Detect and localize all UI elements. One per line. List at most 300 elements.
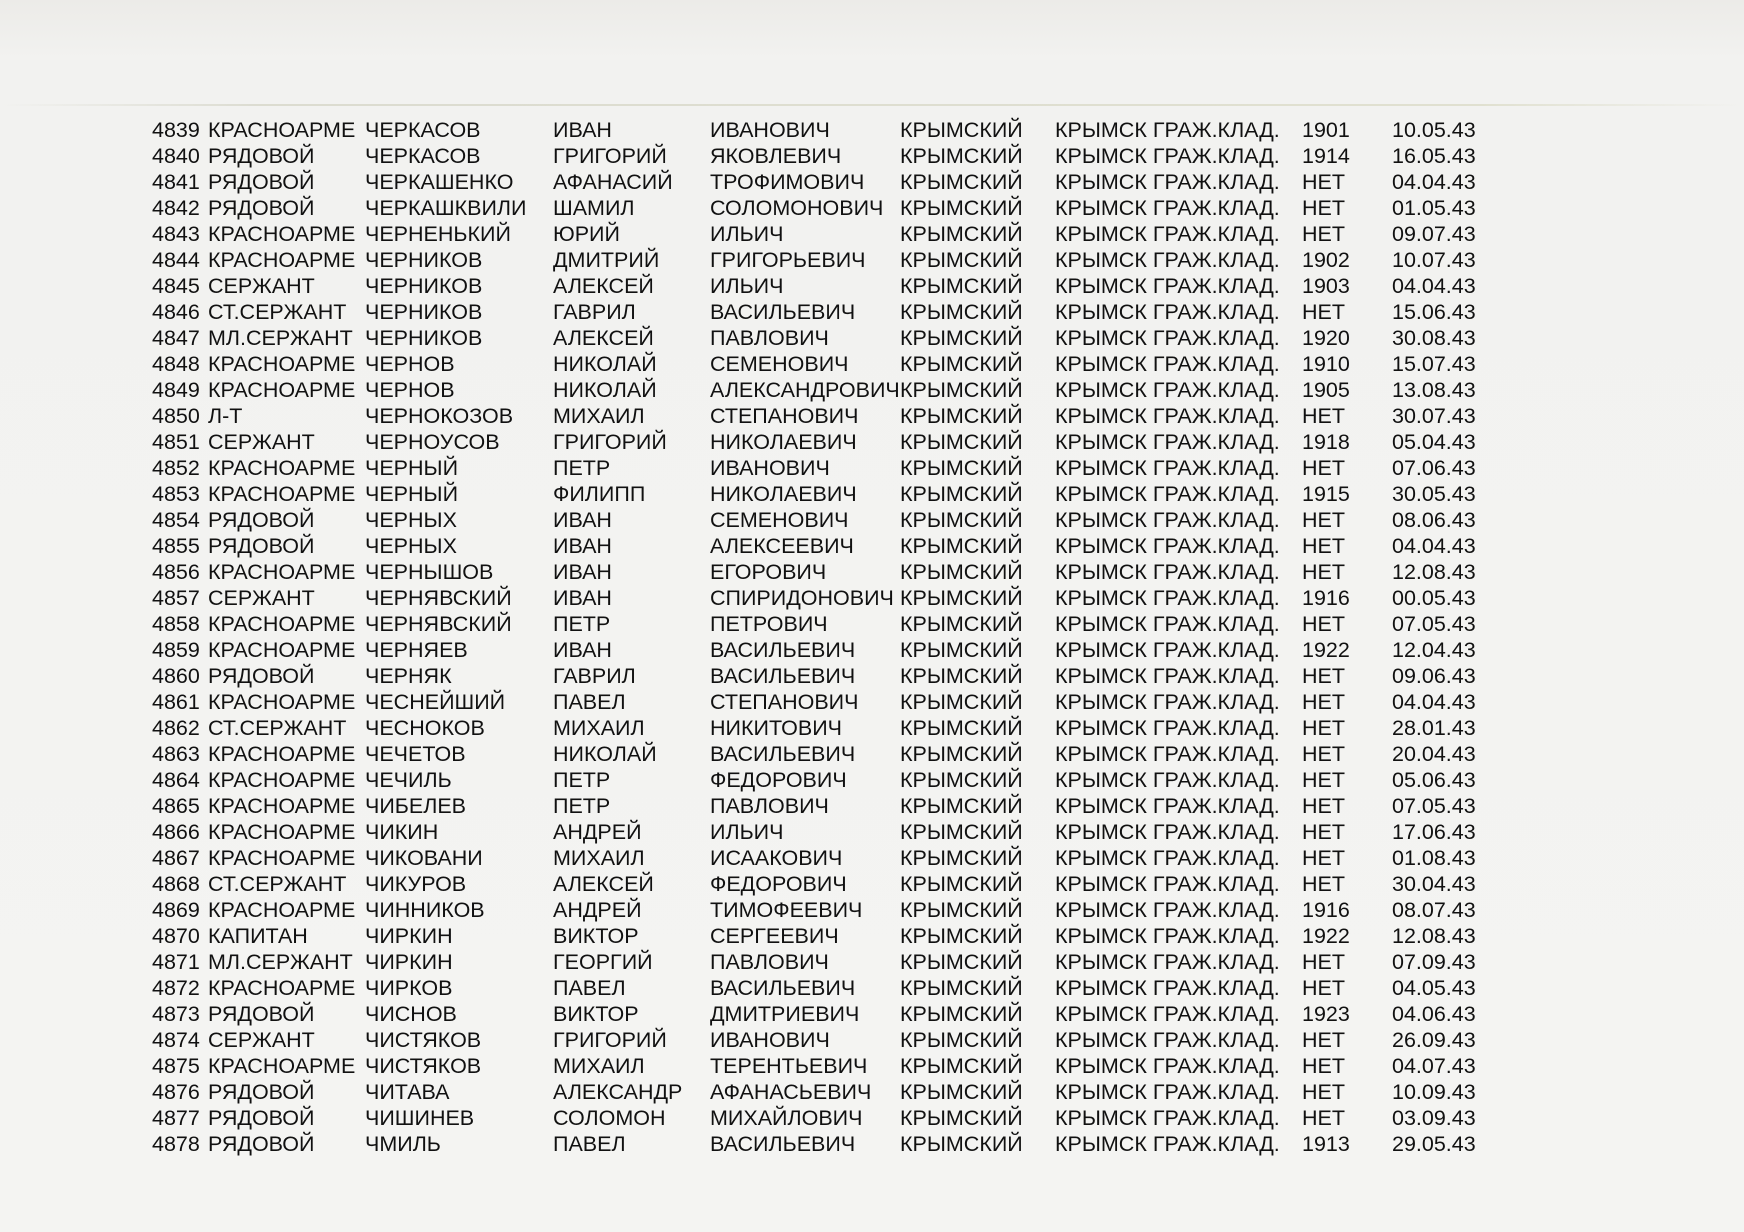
- record-death-date: 01.08.43: [1392, 846, 1476, 870]
- page-fold-line: [0, 104, 1744, 106]
- record-patronymic: СЕМЕНОВИЧ: [710, 352, 849, 376]
- record-last-name: ЧЕРНЫЙ: [365, 482, 459, 506]
- record-number: 4866: [152, 820, 200, 844]
- record-row: [152, 975, 1492, 1001]
- record-patronymic: СПИРИДОНОВИЧ: [710, 586, 894, 610]
- record-last-name: ЧИКУРОВ: [365, 872, 467, 896]
- record-burial-place: КРЫМСК ГРАЖ.КЛАД.: [1055, 534, 1280, 558]
- record-last-name: ЧЕСНЕЙШИЙ: [365, 690, 506, 714]
- record-number: 4872: [152, 976, 200, 1000]
- record-patronymic: ИЛЬИЧ: [710, 222, 784, 246]
- record-birth-year: НЕТ: [1302, 1054, 1345, 1078]
- record-rank: КРАСНОАРМЕ: [208, 794, 356, 818]
- record-burial-place: КРЫМСК ГРАЖ.КЛАД.: [1055, 1106, 1280, 1130]
- record-number: 4870: [152, 924, 200, 948]
- record-death-date: 04.04.43: [1392, 690, 1476, 714]
- record-patronymic: ТРОФИМОВИЧ: [710, 170, 865, 194]
- record-rank: КРАСНОАРМЕ: [208, 612, 356, 636]
- record-last-name: ЧЕРНОВ: [365, 352, 455, 376]
- record-rank: СТ.СЕРЖАНТ: [208, 300, 347, 324]
- record-district: КРЫМСКИЙ: [900, 300, 1023, 324]
- record-birth-year: НЕТ: [1302, 456, 1345, 480]
- record-first-name: ИВАН: [553, 118, 612, 142]
- record-patronymic: ДМИТРИЕВИЧ: [710, 1002, 860, 1026]
- record-death-date: 10.09.43: [1392, 1080, 1476, 1104]
- record-district: КРЫМСКИЙ: [900, 1080, 1023, 1104]
- record-first-name: ГРИГОРИЙ: [553, 144, 667, 168]
- record-last-name: ЧИКОВАНИ: [365, 846, 483, 870]
- record-burial-place: КРЫМСК ГРАЖ.КЛАД.: [1055, 742, 1280, 766]
- record-number: 4851: [152, 430, 200, 454]
- record-row: [152, 663, 1492, 689]
- record-rank: КРАСНОАРМЕ: [208, 820, 356, 844]
- record-row: [152, 897, 1492, 923]
- record-number: 4863: [152, 742, 200, 766]
- record-row: [152, 507, 1492, 533]
- record-burial-place: КРЫМСК ГРАЖ.КЛАД.: [1055, 612, 1280, 636]
- record-number: 4865: [152, 794, 200, 818]
- record-number: 4857: [152, 586, 200, 610]
- record-row: [152, 169, 1492, 195]
- record-patronymic: СОЛОМОНОВИЧ: [710, 196, 884, 220]
- record-death-date: 04.06.43: [1392, 1002, 1476, 1026]
- record-row: [152, 1079, 1492, 1105]
- record-number: 4847: [152, 326, 200, 350]
- record-district: КРЫМСКИЙ: [900, 742, 1023, 766]
- record-first-name: ЮРИЙ: [553, 222, 620, 246]
- record-row: [152, 403, 1492, 429]
- record-first-name: ГАВРИЛ: [553, 300, 636, 324]
- record-first-name: МИХАИЛ: [553, 1054, 645, 1078]
- record-patronymic: ВАСИЛЬЕВИЧ: [710, 742, 856, 766]
- record-rank: КАПИТАН: [208, 924, 308, 948]
- record-death-date: 07.05.43: [1392, 794, 1476, 818]
- record-birth-year: НЕТ: [1302, 170, 1345, 194]
- record-number: 4861: [152, 690, 200, 714]
- record-burial-place: КРЫМСК ГРАЖ.КЛАД.: [1055, 274, 1280, 298]
- record-rank: СЕРЖАНТ: [208, 1028, 315, 1052]
- record-birth-year: НЕТ: [1302, 196, 1345, 220]
- record-patronymic: ИСААКОВИЧ: [710, 846, 843, 870]
- record-burial-place: КРЫМСК ГРАЖ.КЛАД.: [1055, 976, 1280, 1000]
- record-last-name: ЧИШИНЕВ: [365, 1106, 475, 1130]
- record-burial-place: КРЫМСК ГРАЖ.КЛАД.: [1055, 1132, 1280, 1156]
- record-first-name: ШАМИЛ: [553, 196, 635, 220]
- record-patronymic: СЕРГЕЕВИЧ: [710, 924, 839, 948]
- record-death-date: 04.05.43: [1392, 976, 1476, 1000]
- record-row: [152, 715, 1492, 741]
- record-rank: КРАСНОАРМЕ: [208, 118, 356, 142]
- record-death-date: 04.04.43: [1392, 170, 1476, 194]
- record-death-date: 07.05.43: [1392, 612, 1476, 636]
- record-patronymic: ИВАНОВИЧ: [710, 456, 830, 480]
- record-last-name: ЧЕРНЯВСКИЙ: [365, 612, 512, 636]
- record-number: 4840: [152, 144, 200, 168]
- record-number: 4844: [152, 248, 200, 272]
- record-district: КРЫМСКИЙ: [900, 560, 1023, 584]
- record-last-name: ЧИРКИН: [365, 924, 453, 948]
- record-row: [152, 455, 1492, 481]
- record-patronymic: ПАВЛОВИЧ: [710, 950, 829, 974]
- record-number: 4862: [152, 716, 200, 740]
- record-death-date: 13.08.43: [1392, 378, 1476, 402]
- record-number: 4853: [152, 482, 200, 506]
- record-first-name: ПЕТР: [553, 456, 611, 480]
- record-row: [152, 871, 1492, 897]
- record-last-name: ЧЕРНИКОВ: [365, 274, 483, 298]
- record-number: 4869: [152, 898, 200, 922]
- record-first-name: ПЕТР: [553, 794, 611, 818]
- record-last-name: ЧЕРНИКОВ: [365, 248, 483, 272]
- record-rank: КРАСНОАРМЕ: [208, 742, 356, 766]
- record-row: [152, 1105, 1492, 1131]
- record-last-name: ЧИННИКОВ: [365, 898, 485, 922]
- record-first-name: ПАВЕЛ: [553, 976, 626, 1000]
- record-death-date: 10.05.43: [1392, 118, 1476, 142]
- record-rank: Л-Т: [208, 404, 243, 428]
- record-last-name: ЧЕРНЫШОВ: [365, 560, 494, 584]
- record-row: [152, 1131, 1492, 1157]
- record-district: КРЫМСКИЙ: [900, 1106, 1023, 1130]
- record-district: КРЫМСКИЙ: [900, 482, 1023, 506]
- record-row: [152, 351, 1492, 377]
- record-patronymic: СТЕПАНОВИЧ: [710, 690, 859, 714]
- record-birth-year: НЕТ: [1302, 976, 1345, 1000]
- record-district: КРЫМСКИЙ: [900, 144, 1023, 168]
- record-row: [152, 845, 1492, 871]
- record-death-date: 07.06.43: [1392, 456, 1476, 480]
- record-district: КРЫМСКИЙ: [900, 846, 1023, 870]
- record-last-name: ЧИБЕЛЕВ: [365, 794, 467, 818]
- record-birth-year: НЕТ: [1302, 508, 1345, 532]
- record-row: [152, 559, 1492, 585]
- record-row: [152, 637, 1492, 663]
- record-last-name: ЧЕРКАШЕНКО: [365, 170, 514, 194]
- record-district: КРЫМСКИЙ: [900, 794, 1023, 818]
- record-death-date: 07.09.43: [1392, 950, 1476, 974]
- record-number: 4848: [152, 352, 200, 376]
- record-rank: КРАСНОАРМЕ: [208, 248, 356, 272]
- record-rank: РЯДОВОЙ: [208, 1132, 315, 1156]
- record-row: [152, 923, 1492, 949]
- record-last-name: ЧЕРНЫЙ: [365, 456, 459, 480]
- record-death-date: 05.04.43: [1392, 430, 1476, 454]
- record-burial-place: КРЫМСК ГРАЖ.КЛАД.: [1055, 820, 1280, 844]
- record-number: 4874: [152, 1028, 200, 1052]
- record-rank: КРАСНОАРМЕ: [208, 456, 356, 480]
- record-number: 4868: [152, 872, 200, 896]
- record-number: 4876: [152, 1080, 200, 1104]
- record-death-date: 10.07.43: [1392, 248, 1476, 272]
- record-patronymic: ПАВЛОВИЧ: [710, 326, 829, 350]
- record-first-name: ИВАН: [553, 586, 612, 610]
- record-birth-year: 1910: [1302, 352, 1350, 376]
- record-birth-year: НЕТ: [1302, 716, 1345, 740]
- record-row: [152, 949, 1492, 975]
- record-row: [152, 689, 1492, 715]
- record-death-date: 15.06.43: [1392, 300, 1476, 324]
- record-rank: КРАСНОАРМЕ: [208, 976, 356, 1000]
- record-first-name: МИХАИЛ: [553, 716, 645, 740]
- record-burial-place: КРЫМСК ГРАЖ.КЛАД.: [1055, 690, 1280, 714]
- record-district: КРЫМСКИЙ: [900, 404, 1023, 428]
- record-patronymic: ПЕТРОВИЧ: [710, 612, 828, 636]
- record-birth-year: НЕТ: [1302, 820, 1345, 844]
- record-last-name: ЧЕЧЕТОВ: [365, 742, 466, 766]
- record-burial-place: КРЫМСК ГРАЖ.КЛАД.: [1055, 482, 1280, 506]
- record-death-date: 09.06.43: [1392, 664, 1476, 688]
- record-patronymic: ЯКОВЛЕВИЧ: [710, 144, 842, 168]
- record-patronymic: ВАСИЛЬЕВИЧ: [710, 638, 856, 662]
- record-row: [152, 143, 1492, 169]
- record-row: [152, 1027, 1492, 1053]
- record-patronymic: ТЕРЕНТЬЕВИЧ: [710, 1054, 868, 1078]
- record-number: 4867: [152, 846, 200, 870]
- record-burial-place: КРЫМСК ГРАЖ.КЛАД.: [1055, 872, 1280, 896]
- record-first-name: ГРИГОРИЙ: [553, 430, 667, 454]
- record-death-date: 30.08.43: [1392, 326, 1476, 350]
- record-first-name: НИКОЛАЙ: [553, 742, 657, 766]
- record-district: КРЫМСКИЙ: [900, 976, 1023, 1000]
- record-birth-year: НЕТ: [1302, 768, 1345, 792]
- record-district: КРЫМСКИЙ: [900, 586, 1023, 610]
- record-district: КРЫМСКИЙ: [900, 1002, 1023, 1026]
- record-patronymic: СТЕПАНОВИЧ: [710, 404, 859, 428]
- record-number: 4878: [152, 1132, 200, 1156]
- record-rank: СТ.СЕРЖАНТ: [208, 872, 347, 896]
- record-rank: КРАСНОАРМЕ: [208, 690, 356, 714]
- record-last-name: ЧЕРНЫХ: [365, 508, 457, 532]
- record-district: КРЫМСКИЙ: [900, 456, 1023, 480]
- record-number: 4864: [152, 768, 200, 792]
- record-first-name: НИКОЛАЙ: [553, 352, 657, 376]
- record-district: КРЫМСКИЙ: [900, 248, 1023, 272]
- record-death-date: 04.04.43: [1392, 274, 1476, 298]
- record-burial-place: КРЫМСК ГРАЖ.КЛАД.: [1055, 794, 1280, 818]
- record-patronymic: ИЛЬИЧ: [710, 274, 784, 298]
- record-first-name: АНДРЕЙ: [553, 820, 642, 844]
- record-patronymic: ИВАНОВИЧ: [710, 118, 830, 142]
- record-rank: РЯДОВОЙ: [208, 196, 315, 220]
- record-birth-year: НЕТ: [1302, 794, 1345, 818]
- record-number: 4859: [152, 638, 200, 662]
- record-birth-year: НЕТ: [1302, 560, 1345, 584]
- record-last-name: ЧЕЧИЛЬ: [365, 768, 452, 792]
- record-last-name: ЧМИЛЬ: [365, 1132, 441, 1156]
- record-last-name: ЧЕРНЯК: [365, 664, 452, 688]
- record-district: КРЫМСКИЙ: [900, 430, 1023, 454]
- record-number: 4855: [152, 534, 200, 558]
- record-patronymic: АФАНАСЬЕВИЧ: [710, 1080, 872, 1104]
- record-death-date: 26.09.43: [1392, 1028, 1476, 1052]
- record-district: КРЫМСКИЙ: [900, 352, 1023, 376]
- record-last-name: ЧИРКОВ: [365, 976, 453, 1000]
- record-last-name: ЧЕРНИКОВ: [365, 326, 483, 350]
- record-row: [152, 481, 1492, 507]
- record-burial-place: КРЫМСК ГРАЖ.КЛАД.: [1055, 1080, 1280, 1104]
- record-birth-year: 1903: [1302, 274, 1350, 298]
- record-rank: СЕРЖАНТ: [208, 586, 315, 610]
- record-death-date: 00.05.43: [1392, 586, 1476, 610]
- record-last-name: ЧЕРНОКОЗОВ: [365, 404, 514, 428]
- record-birth-year: 1918: [1302, 430, 1350, 454]
- burial-record-list: [152, 117, 1492, 1157]
- record-death-date: 09.07.43: [1392, 222, 1476, 246]
- record-burial-place: КРЫМСК ГРАЖ.КЛАД.: [1055, 586, 1280, 610]
- record-district: КРЫМСКИЙ: [900, 534, 1023, 558]
- record-birth-year: НЕТ: [1302, 1028, 1345, 1052]
- record-district: КРЫМСКИЙ: [900, 612, 1023, 636]
- record-burial-place: КРЫМСК ГРАЖ.КЛАД.: [1055, 222, 1280, 246]
- record-district: КРЫМСКИЙ: [900, 1132, 1023, 1156]
- record-last-name: ЧЕРНИКОВ: [365, 300, 483, 324]
- record-birth-year: 1922: [1302, 924, 1350, 948]
- record-patronymic: ТИМОФЕЕВИЧ: [710, 898, 863, 922]
- record-birth-year: 1915: [1302, 482, 1350, 506]
- record-first-name: ИВАН: [553, 508, 612, 532]
- record-district: КРЫМСКИЙ: [900, 768, 1023, 792]
- record-row: [152, 221, 1492, 247]
- record-district: КРЫМСКИЙ: [900, 638, 1023, 662]
- record-rank: КРАСНОАРМЕ: [208, 768, 356, 792]
- record-first-name: СОЛОМОН: [553, 1106, 666, 1130]
- record-rank: СТ.СЕРЖАНТ: [208, 716, 347, 740]
- record-number: 4842: [152, 196, 200, 220]
- record-row: [152, 273, 1492, 299]
- record-patronymic: ВАСИЛЬЕВИЧ: [710, 1132, 856, 1156]
- record-row: [152, 429, 1492, 455]
- record-last-name: ЧИКИН: [365, 820, 439, 844]
- record-first-name: МИХАИЛ: [553, 404, 645, 428]
- record-birth-year: 1901: [1302, 118, 1350, 142]
- record-burial-place: КРЫМСК ГРАЖ.КЛАД.: [1055, 1028, 1280, 1052]
- record-rank: РЯДОВОЙ: [208, 508, 315, 532]
- record-burial-place: КРЫМСК ГРАЖ.КЛАД.: [1055, 638, 1280, 662]
- record-burial-place: КРЫМСК ГРАЖ.КЛАД.: [1055, 248, 1280, 272]
- record-birth-year: НЕТ: [1302, 612, 1345, 636]
- record-district: КРЫМСКИЙ: [900, 196, 1023, 220]
- record-rank: РЯДОВОЙ: [208, 144, 315, 168]
- record-death-date: 29.05.43: [1392, 1132, 1476, 1156]
- record-burial-place: КРЫМСК ГРАЖ.КЛАД.: [1055, 170, 1280, 194]
- record-patronymic: ИВАНОВИЧ: [710, 1028, 830, 1052]
- record-row: [152, 819, 1492, 845]
- record-first-name: АЛЕКСЕЙ: [553, 872, 654, 896]
- record-birth-year: 1923: [1302, 1002, 1350, 1026]
- record-death-date: 08.06.43: [1392, 508, 1476, 532]
- record-burial-place: КРЫМСК ГРАЖ.КЛАД.: [1055, 404, 1280, 428]
- record-burial-place: КРЫМСК ГРАЖ.КЛАД.: [1055, 456, 1280, 480]
- record-rank: КРАСНОАРМЕ: [208, 378, 356, 402]
- record-patronymic: ВАСИЛЬЕВИЧ: [710, 300, 856, 324]
- record-last-name: ЧИСТЯКОВ: [365, 1028, 482, 1052]
- record-district: КРЫМСКИЙ: [900, 274, 1023, 298]
- record-rank: КРАСНОАРМЕ: [208, 560, 356, 584]
- record-last-name: ЧЕРКАСОВ: [365, 118, 481, 142]
- record-patronymic: ИЛЬИЧ: [710, 820, 784, 844]
- record-birth-year: НЕТ: [1302, 1106, 1345, 1130]
- record-burial-place: КРЫМСК ГРАЖ.КЛАД.: [1055, 716, 1280, 740]
- record-birth-year: НЕТ: [1302, 846, 1345, 870]
- record-number: 4849: [152, 378, 200, 402]
- record-birth-year: НЕТ: [1302, 950, 1345, 974]
- record-number: 4860: [152, 664, 200, 688]
- record-death-date: 12.08.43: [1392, 560, 1476, 584]
- record-first-name: ГАВРИЛ: [553, 664, 636, 688]
- record-first-name: АЛЕКСЕЙ: [553, 274, 654, 298]
- record-burial-place: КРЫМСК ГРАЖ.КЛАД.: [1055, 326, 1280, 350]
- record-rank: КРАСНОАРМЕ: [208, 1054, 356, 1078]
- record-district: КРЫМСКИЙ: [900, 716, 1023, 740]
- record-death-date: 30.04.43: [1392, 872, 1476, 896]
- record-patronymic: МИХАЙЛОВИЧ: [710, 1106, 863, 1130]
- record-patronymic: ПАВЛОВИЧ: [710, 794, 829, 818]
- record-row: [152, 611, 1492, 637]
- record-number: 4845: [152, 274, 200, 298]
- record-last-name: ЧИСНОВ: [365, 1002, 457, 1026]
- record-number: 4858: [152, 612, 200, 636]
- record-rank: РЯДОВОЙ: [208, 1080, 315, 1104]
- record-rank: РЯДОВОЙ: [208, 534, 315, 558]
- record-patronymic: НИКОЛАЕВИЧ: [710, 430, 857, 454]
- record-row: [152, 741, 1492, 767]
- record-burial-place: КРЫМСК ГРАЖ.КЛАД.: [1055, 768, 1280, 792]
- record-first-name: АНДРЕЙ: [553, 898, 642, 922]
- record-district: КРЫМСКИЙ: [900, 898, 1023, 922]
- record-row: [152, 377, 1492, 403]
- record-rank: РЯДОВОЙ: [208, 170, 315, 194]
- record-patronymic: НИКОЛАЕВИЧ: [710, 482, 857, 506]
- record-death-date: 12.04.43: [1392, 638, 1476, 662]
- record-rank: МЛ.СЕРЖАНТ: [208, 950, 353, 974]
- record-district: КРЫМСКИЙ: [900, 1054, 1023, 1078]
- record-last-name: ЧЕРНЕНЬКИЙ: [365, 222, 511, 246]
- record-birth-year: 1916: [1302, 898, 1350, 922]
- record-first-name: ПАВЕЛ: [553, 1132, 626, 1156]
- record-number: 4875: [152, 1054, 200, 1078]
- record-row: [152, 299, 1492, 325]
- record-district: КРЫМСКИЙ: [900, 950, 1023, 974]
- record-row: [152, 533, 1492, 559]
- record-birth-year: НЕТ: [1302, 690, 1345, 714]
- record-row: [152, 1053, 1492, 1079]
- record-rank: КРАСНОАРМЕ: [208, 222, 356, 246]
- record-burial-place: КРЫМСК ГРАЖ.КЛАД.: [1055, 300, 1280, 324]
- record-birth-year: НЕТ: [1302, 300, 1345, 324]
- record-last-name: ЧЕРКАСОВ: [365, 144, 481, 168]
- record-burial-place: КРЫМСК ГРАЖ.КЛАД.: [1055, 664, 1280, 688]
- record-death-date: 01.05.43: [1392, 196, 1476, 220]
- record-first-name: ИВАН: [553, 638, 612, 662]
- record-last-name: ЧИТАВА: [365, 1080, 450, 1104]
- record-birth-year: 1922: [1302, 638, 1350, 662]
- record-district: КРЫМСКИЙ: [900, 664, 1023, 688]
- record-last-name: ЧИСТЯКОВ: [365, 1054, 482, 1078]
- record-first-name: ПАВЕЛ: [553, 690, 626, 714]
- record-rank: СЕРЖАНТ: [208, 274, 315, 298]
- record-last-name: ЧЕРНОВ: [365, 378, 455, 402]
- record-district: КРЫМСКИЙ: [900, 222, 1023, 246]
- record-number: 4839: [152, 118, 200, 142]
- record-district: КРЫМСКИЙ: [900, 690, 1023, 714]
- record-first-name: ГРИГОРИЙ: [553, 1028, 667, 1052]
- record-number: 4841: [152, 170, 200, 194]
- record-number: 4856: [152, 560, 200, 584]
- record-patronymic: ГРИГОРЬЕВИЧ: [710, 248, 866, 272]
- record-death-date: 17.06.43: [1392, 820, 1476, 844]
- record-burial-place: КРЫМСК ГРАЖ.КЛАД.: [1055, 118, 1280, 142]
- record-death-date: 03.09.43: [1392, 1106, 1476, 1130]
